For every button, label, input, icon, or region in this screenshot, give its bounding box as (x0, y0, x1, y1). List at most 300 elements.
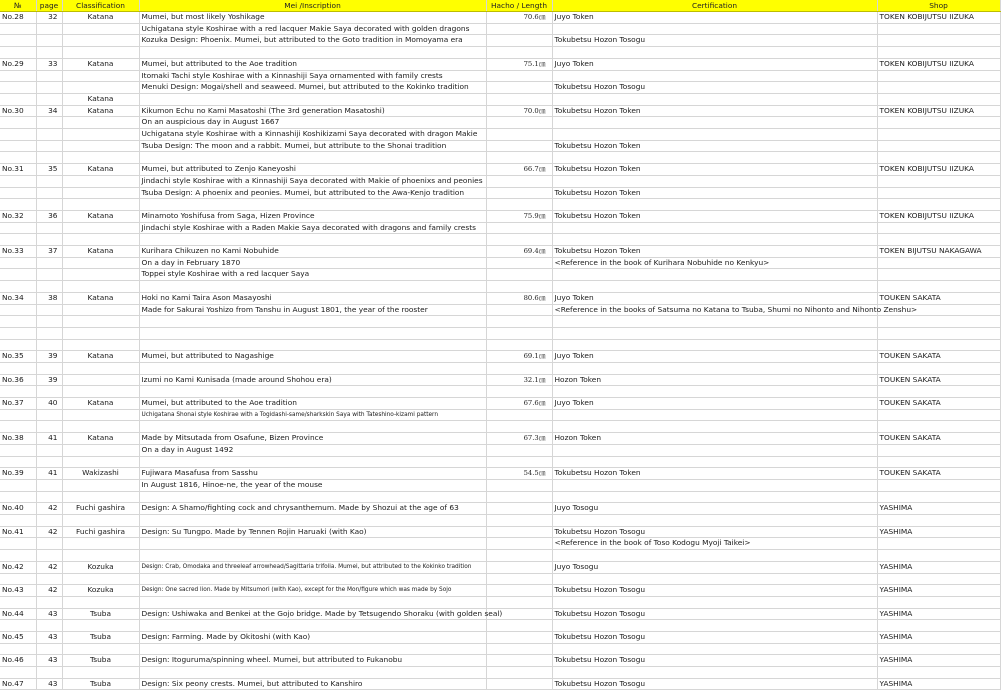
cell-no[interactable] (0, 234, 36, 246)
cell-certification[interactable] (552, 550, 877, 562)
cell-certification[interactable] (552, 327, 877, 339)
cell-length[interactable]: 70.0㎝ (486, 105, 552, 117)
cell-classification[interactable] (62, 175, 139, 187)
cell-length[interactable] (486, 316, 552, 328)
cell-no[interactable] (0, 93, 36, 105)
cell-classification[interactable] (62, 327, 139, 339)
cell-page[interactable] (36, 257, 62, 269)
cell-no[interactable]: No.37 (0, 398, 36, 410)
cell-shop[interactable] (877, 421, 1000, 433)
cell-mei[interactable]: Made for Sakurai Yoshizo from Tanshu in August 1801, the year of the rooster (139, 304, 486, 316)
cell-classification[interactable] (62, 234, 139, 246)
cell-shop[interactable] (877, 491, 1000, 503)
cell-mei[interactable] (139, 327, 486, 339)
cell-certification[interactable]: Tokubetsu Hozon Token (552, 468, 877, 480)
cell-shop[interactable] (877, 35, 1000, 47)
cell-shop[interactable] (877, 456, 1000, 468)
cell-no[interactable] (0, 23, 36, 35)
cell-classification[interactable]: Kozuka (62, 585, 139, 597)
cell-length[interactable]: 70.6㎝ (486, 12, 552, 24)
cell-classification[interactable] (62, 491, 139, 503)
cell-mei[interactable]: Mumei, but attributed to the Aoe tradition (139, 398, 486, 410)
cell-no[interactable] (0, 70, 36, 82)
cell-shop[interactable] (877, 596, 1000, 608)
cell-mei[interactable] (139, 550, 486, 562)
cell-page[interactable] (36, 421, 62, 433)
cell-classification[interactable] (62, 82, 139, 94)
cell-certification[interactable]: <Reference in the books of Satsuma no Katana to Tsuba, Shumi no Nihonto and Nihonto Zenshu> (552, 304, 877, 316)
cell-mei[interactable] (139, 456, 486, 468)
cell-no[interactable] (0, 327, 36, 339)
cell-no[interactable]: No.33 (0, 246, 36, 258)
cell-page[interactable]: 32 (36, 12, 62, 24)
cell-classification[interactable] (62, 35, 139, 47)
cell-page[interactable]: 43 (36, 608, 62, 620)
cell-shop[interactable] (877, 515, 1000, 527)
cell-shop[interactable] (877, 23, 1000, 35)
cell-shop[interactable] (877, 93, 1000, 105)
cell-shop[interactable] (877, 234, 1000, 246)
cell-mei[interactable]: Mumei, but attributed to Nagashige (139, 351, 486, 363)
cell-length[interactable] (486, 479, 552, 491)
cell-page[interactable] (36, 409, 62, 421)
cell-shop[interactable] (877, 409, 1000, 421)
cell-mei[interactable]: Toppei style Koshirae with a red lacquer Saya (139, 269, 486, 281)
cell-no[interactable] (0, 222, 36, 234)
cell-no[interactable] (0, 175, 36, 187)
cell-classification[interactable] (62, 129, 139, 141)
cell-no[interactable] (0, 550, 36, 562)
cell-length[interactable] (486, 70, 552, 82)
cell-shop[interactable]: YASHIMA (877, 655, 1000, 667)
cell-length[interactable] (486, 187, 552, 199)
cell-mei[interactable]: Design: Farming. Made by Okitoshi (with Kao) (139, 631, 486, 643)
cell-certification[interactable] (552, 620, 877, 632)
cell-shop[interactable] (877, 339, 1000, 351)
cell-mei[interactable]: On a day in August 1492 (139, 444, 486, 456)
cell-classification[interactable]: Fuchi gashira (62, 503, 139, 515)
cell-length[interactable] (486, 550, 552, 562)
cell-certification[interactable]: Tokubetsu Hozon Tosogu (552, 526, 877, 538)
cell-length[interactable] (486, 140, 552, 152)
cell-mei[interactable]: Jindachi style Koshirae with a Kinnashiji Saya decorated with Makie of phoenixs and peonies (139, 175, 486, 187)
cell-length[interactable]: 67.3㎝ (486, 433, 552, 445)
cell-mei[interactable]: Design: Crab, Omodaka and threeleaf arrowhead/Sagittaria trifolia. Mumei, but attributed to the Kokinko tradition (139, 561, 486, 573)
cell-mei[interactable]: Tsuba Design: The moon and a rabbit. Mumei, but attribute to the Shonai tradition (139, 140, 486, 152)
cell-page[interactable] (36, 667, 62, 679)
header-classification[interactable]: Classification (62, 0, 139, 12)
cell-shop[interactable]: TOUKEN SAKATA (877, 468, 1000, 480)
cell-no[interactable] (0, 573, 36, 585)
cell-no[interactable] (0, 304, 36, 316)
cell-length[interactable] (486, 93, 552, 105)
cell-classification[interactable]: Tsuba (62, 608, 139, 620)
cell-shop[interactable]: TOUKEN SAKATA (877, 351, 1000, 363)
cell-certification[interactable] (552, 339, 877, 351)
cell-mei[interactable]: Uchigatana style Koshirae with a red lacquer Makie Saya decorated with golden dragons (139, 23, 486, 35)
cell-shop[interactable] (877, 316, 1000, 328)
cell-no[interactable]: No.35 (0, 351, 36, 363)
cell-page[interactable] (36, 70, 62, 82)
cell-shop[interactable]: TOUKEN SAKATA (877, 433, 1000, 445)
cell-shop[interactable] (877, 82, 1000, 94)
cell-page[interactable] (36, 281, 62, 293)
cell-shop[interactable] (877, 643, 1000, 655)
cell-certification[interactable] (552, 234, 877, 246)
cell-classification[interactable] (62, 339, 139, 351)
cell-length[interactable] (486, 643, 552, 655)
cell-classification[interactable] (62, 47, 139, 59)
cell-shop[interactable] (877, 550, 1000, 562)
cell-classification[interactable] (62, 70, 139, 82)
cell-certification[interactable]: Juyo Tosogu (552, 503, 877, 515)
cell-mei[interactable]: Design: One sacred lion. Made by Mitsumori (with Kao), except for the Mon/figure which was made by Sojo (139, 585, 486, 597)
cell-page[interactable]: 33 (36, 58, 62, 70)
cell-page[interactable]: 43 (36, 655, 62, 667)
cell-length[interactable] (486, 491, 552, 503)
cell-page[interactable]: 41 (36, 468, 62, 480)
header-page[interactable]: page (36, 0, 62, 12)
cell-mei[interactable]: Kurihara Chikuzen no Kami Nobuhide (139, 246, 486, 258)
cell-page[interactable] (36, 304, 62, 316)
cell-classification[interactable] (62, 269, 139, 281)
cell-page[interactable] (36, 234, 62, 246)
cell-shop[interactable] (877, 573, 1000, 585)
cell-page[interactable] (36, 199, 62, 211)
cell-shop[interactable] (877, 362, 1000, 374)
cell-mei[interactable]: Menuki Design: Mogai/shell and seaweed. Mumei, but attributed to the Kokinko tradition (139, 82, 486, 94)
cell-certification[interactable]: Tokubetsu Hozon Tosogu (552, 35, 877, 47)
cell-certification[interactable]: Juyo Token (552, 12, 877, 24)
cell-certification[interactable] (552, 386, 877, 398)
cell-classification[interactable] (62, 643, 139, 655)
cell-page[interactable]: 42 (36, 585, 62, 597)
cell-certification[interactable]: Juyo Token (552, 58, 877, 70)
cell-shop[interactable] (877, 269, 1000, 281)
cell-classification[interactable]: Katana (62, 93, 139, 105)
cell-certification[interactable]: Tokubetsu Hozon Token (552, 105, 877, 117)
cell-classification[interactable] (62, 550, 139, 562)
cell-classification[interactable]: Tsuba (62, 631, 139, 643)
cell-mei[interactable]: On an auspicious day in August 1667 (139, 117, 486, 129)
cell-classification[interactable] (62, 456, 139, 468)
cell-certification[interactable] (552, 573, 877, 585)
cell-shop[interactable] (877, 129, 1000, 141)
cell-certification[interactable]: Tokubetsu Hozon Tosogu (552, 631, 877, 643)
cell-classification[interactable]: Tsuba (62, 655, 139, 667)
cell-classification[interactable] (62, 152, 139, 164)
cell-length[interactable] (486, 678, 552, 690)
cell-classification[interactable] (62, 117, 139, 129)
cell-certification[interactable] (552, 93, 877, 105)
cell-classification[interactable]: Wakizashi (62, 468, 139, 480)
cell-shop[interactable] (877, 667, 1000, 679)
cell-shop[interactable]: TOKEN KOBIJUTSU IIZUKA (877, 105, 1000, 117)
cell-mei[interactable]: Fujiwara Masafusa from Sasshu (139, 468, 486, 480)
cell-length[interactable] (486, 199, 552, 211)
cell-mei[interactable]: Uchigatana Shonai style Koshirae with a Togidashi-same/sharkskin Saya with Tateshino-kizami pattern (139, 409, 486, 421)
cell-certification[interactable]: Tokubetsu Hozon Token (552, 140, 877, 152)
cell-mei[interactable]: Design: A Shamo/fighting cock and chrysanthemum. Made by Shozui at the age of 63 (139, 503, 486, 515)
cell-classification[interactable] (62, 596, 139, 608)
cell-mei[interactable]: Jindachi style Koshirae with a Raden Makie Saya decorated with dragons and family crests (139, 222, 486, 234)
cell-length[interactable]: 54.5㎝ (486, 468, 552, 480)
cell-no[interactable] (0, 129, 36, 141)
cell-length[interactable]: 67.6㎝ (486, 398, 552, 410)
cell-mei[interactable]: Design: Itoguruma/spinning wheel. Mumei, but attributed to Fukanobu (139, 655, 486, 667)
cell-no[interactable]: No.29 (0, 58, 36, 70)
cell-length[interactable] (486, 82, 552, 94)
cell-certification[interactable]: Juyo Token (552, 292, 877, 304)
cell-no[interactable] (0, 479, 36, 491)
cell-page[interactable]: 34 (36, 105, 62, 117)
cell-mei[interactable] (139, 596, 486, 608)
cell-page[interactable] (36, 444, 62, 456)
cell-no[interactable] (0, 620, 36, 632)
cell-no[interactable]: No.41 (0, 526, 36, 538)
cell-length[interactable] (486, 129, 552, 141)
cell-classification[interactable] (62, 362, 139, 374)
cell-no[interactable] (0, 491, 36, 503)
cell-page[interactable]: 42 (36, 561, 62, 573)
cell-shop[interactable] (877, 538, 1000, 550)
cell-length[interactable] (486, 515, 552, 527)
cell-length[interactable] (486, 409, 552, 421)
cell-length[interactable] (486, 456, 552, 468)
cell-mei[interactable] (139, 573, 486, 585)
cell-no[interactable] (0, 421, 36, 433)
cell-classification[interactable]: Katana (62, 164, 139, 176)
cell-certification[interactable] (552, 129, 877, 141)
cell-classification[interactable] (62, 386, 139, 398)
cell-mei[interactable]: Mumei, but most likely Yoshikage (139, 12, 486, 24)
cell-length[interactable] (486, 655, 552, 667)
cell-shop[interactable] (877, 281, 1000, 293)
cell-shop[interactable] (877, 152, 1000, 164)
cell-page[interactable] (36, 538, 62, 550)
cell-length[interactable] (486, 573, 552, 585)
cell-page[interactable] (36, 339, 62, 351)
cell-no[interactable] (0, 257, 36, 269)
cell-mei[interactable] (139, 93, 486, 105)
cell-length[interactable] (486, 281, 552, 293)
cell-shop[interactable]: TOKEN KOBIJUTSU IIZUKA (877, 210, 1000, 222)
cell-no[interactable] (0, 281, 36, 293)
cell-no[interactable]: No.36 (0, 374, 36, 386)
cell-length[interactable]: 69.1㎝ (486, 351, 552, 363)
cell-mei[interactable] (139, 643, 486, 655)
cell-certification[interactable] (552, 409, 877, 421)
cell-classification[interactable] (62, 304, 139, 316)
cell-classification[interactable]: Katana (62, 351, 139, 363)
cell-no[interactable] (0, 386, 36, 398)
cell-mei[interactable] (139, 47, 486, 59)
cell-classification[interactable] (62, 515, 139, 527)
cell-page[interactable]: 40 (36, 398, 62, 410)
cell-certification[interactable] (552, 491, 877, 503)
cell-length[interactable] (486, 234, 552, 246)
cell-length[interactable]: 75.9㎝ (486, 210, 552, 222)
cell-no[interactable]: No.47 (0, 678, 36, 690)
cell-page[interactable] (36, 596, 62, 608)
cell-page[interactable]: 39 (36, 351, 62, 363)
cell-length[interactable] (486, 339, 552, 351)
cell-shop[interactable]: TOKEN BIJUTSU NAKAGAWA (877, 246, 1000, 258)
cell-certification[interactable] (552, 281, 877, 293)
cell-mei[interactable]: Design: Su Tungpo. Made by Tennen Rojin Haruaki (with Kao) (139, 526, 486, 538)
cell-page[interactable] (36, 35, 62, 47)
cell-certification[interactable] (552, 199, 877, 211)
cell-classification[interactable]: Katana (62, 58, 139, 70)
cell-certification[interactable] (552, 23, 877, 35)
cell-shop[interactable]: YASHIMA (877, 526, 1000, 538)
cell-mei[interactable] (139, 620, 486, 632)
cell-no[interactable]: No.45 (0, 631, 36, 643)
cell-certification[interactable] (552, 444, 877, 456)
cell-certification[interactable]: Tokubetsu Hozon Token (552, 187, 877, 199)
cell-length[interactable] (486, 667, 552, 679)
cell-certification[interactable]: Hozon Token (552, 374, 877, 386)
cell-mei[interactable]: Minamoto Yoshifusa from Saga, Hizen Province (139, 210, 486, 222)
cell-no[interactable]: No.39 (0, 468, 36, 480)
cell-certification[interactable]: Tokubetsu Hozon Tosogu (552, 678, 877, 690)
cell-no[interactable] (0, 456, 36, 468)
cell-certification[interactable] (552, 456, 877, 468)
cell-no[interactable]: No.44 (0, 608, 36, 620)
cell-length[interactable] (486, 175, 552, 187)
cell-page[interactable] (36, 491, 62, 503)
cell-certification[interactable]: <Reference in the book of Toso Kodogu Myoji Taikei> (552, 538, 877, 550)
cell-classification[interactable] (62, 479, 139, 491)
cell-certification[interactable] (552, 316, 877, 328)
cell-length[interactable] (486, 23, 552, 35)
cell-mei[interactable]: Tsuba Design: A phoenix and peonies. Mumei, but attributed to the Awa-Kenjo tradition (139, 187, 486, 199)
cell-certification[interactable] (552, 47, 877, 59)
cell-certification[interactable] (552, 222, 877, 234)
cell-mei[interactable]: Mumei, but attributed to Zenjo Kaneyoshi (139, 164, 486, 176)
cell-page[interactable] (36, 152, 62, 164)
cell-certification[interactable] (552, 596, 877, 608)
header-length[interactable]: Hacho / Length (486, 0, 552, 12)
cell-no[interactable] (0, 140, 36, 152)
cell-classification[interactable] (62, 222, 139, 234)
cell-mei[interactable]: In August 1816, Hinoe-ne, the year of the mouse (139, 479, 486, 491)
cell-classification[interactable] (62, 316, 139, 328)
cell-length[interactable] (486, 257, 552, 269)
cell-mei[interactable] (139, 152, 486, 164)
cell-certification[interactable] (552, 117, 877, 129)
cell-mei[interactable]: Kikumon Echu no Kami Masatoshi (The 3rd generation Masatoshi) (139, 105, 486, 117)
cell-mei[interactable] (139, 667, 486, 679)
cell-certification[interactable]: Juyo Token (552, 351, 877, 363)
cell-page[interactable] (36, 620, 62, 632)
cell-certification[interactable] (552, 175, 877, 187)
cell-no[interactable]: No.42 (0, 561, 36, 573)
cell-no[interactable] (0, 515, 36, 527)
cell-mei[interactable] (139, 199, 486, 211)
cell-length[interactable] (486, 362, 552, 374)
cell-classification[interactable]: Katana (62, 105, 139, 117)
cell-mei[interactable] (139, 538, 486, 550)
cell-certification[interactable]: Hozon Token (552, 433, 877, 445)
cell-certification[interactable] (552, 515, 877, 527)
cell-shop[interactable]: TOUKEN SAKATA (877, 292, 1000, 304)
cell-classification[interactable] (62, 281, 139, 293)
header-shop[interactable]: Shop (877, 0, 1000, 12)
cell-length[interactable] (486, 386, 552, 398)
cell-certification[interactable] (552, 152, 877, 164)
cell-no[interactable] (0, 269, 36, 281)
cell-no[interactable]: No.38 (0, 433, 36, 445)
cell-mei[interactable]: Design: Six peony crests. Mumei, but attributed to Kanshiro (139, 678, 486, 690)
cell-page[interactable] (36, 47, 62, 59)
cell-certification[interactable] (552, 643, 877, 655)
cell-shop[interactable]: YASHIMA (877, 585, 1000, 597)
cell-shop[interactable] (877, 222, 1000, 234)
cell-page[interactable] (36, 140, 62, 152)
cell-mei[interactable]: Itomaki Tachi style Koshirae with a Kinnashiji Saya ornamented with family crests (139, 70, 486, 82)
cell-shop[interactable]: YASHIMA (877, 608, 1000, 620)
cell-mei[interactable]: Mumei, but attributed to the Aoe tradition (139, 58, 486, 70)
cell-shop[interactable] (877, 199, 1000, 211)
cell-page[interactable]: 39 (36, 374, 62, 386)
cell-classification[interactable]: Katana (62, 398, 139, 410)
cell-shop[interactable] (877, 620, 1000, 632)
cell-page[interactable] (36, 93, 62, 105)
cell-length[interactable] (486, 561, 552, 573)
cell-page[interactable] (36, 23, 62, 35)
cell-mei[interactable] (139, 421, 486, 433)
cell-certification[interactable]: Tokubetsu Hozon Tosogu (552, 608, 877, 620)
cell-certification[interactable] (552, 479, 877, 491)
cell-no[interactable] (0, 187, 36, 199)
cell-length[interactable] (486, 222, 552, 234)
cell-shop[interactable] (877, 47, 1000, 59)
cell-no[interactable] (0, 538, 36, 550)
cell-no[interactable]: No.40 (0, 503, 36, 515)
cell-page[interactable] (36, 456, 62, 468)
cell-page[interactable]: 36 (36, 210, 62, 222)
cell-classification[interactable] (62, 538, 139, 550)
cell-shop[interactable] (877, 187, 1000, 199)
cell-page[interactable] (36, 573, 62, 585)
cell-length[interactable]: 75.1㎝ (486, 58, 552, 70)
cell-page[interactable]: 43 (36, 678, 62, 690)
cell-shop[interactable] (877, 70, 1000, 82)
cell-certification[interactable] (552, 269, 877, 281)
cell-classification[interactable]: Tsuba (62, 678, 139, 690)
cell-shop[interactable] (877, 386, 1000, 398)
cell-certification[interactable]: Juyo Tosogu (552, 561, 877, 573)
cell-no[interactable] (0, 362, 36, 374)
cell-length[interactable] (486, 526, 552, 538)
cell-length[interactable]: 32.1㎝ (486, 374, 552, 386)
cell-certification[interactable] (552, 667, 877, 679)
cell-length[interactable] (486, 35, 552, 47)
cell-page[interactable] (36, 129, 62, 141)
cell-length[interactable] (486, 269, 552, 281)
cell-shop[interactable] (877, 117, 1000, 129)
cell-page[interactable]: 37 (36, 246, 62, 258)
cell-certification[interactable] (552, 421, 877, 433)
cell-mei[interactable]: Kozuka Design: Phoenix. Mumei, but attributed to the Goto tradition in Momoyama era (139, 35, 486, 47)
cell-length[interactable] (486, 620, 552, 632)
cell-length[interactable] (486, 152, 552, 164)
cell-mei[interactable] (139, 362, 486, 374)
cell-no[interactable]: No.43 (0, 585, 36, 597)
cell-shop[interactable]: TOUKEN SAKATA (877, 398, 1000, 410)
cell-shop[interactable]: TOUKEN SAKATA (877, 374, 1000, 386)
